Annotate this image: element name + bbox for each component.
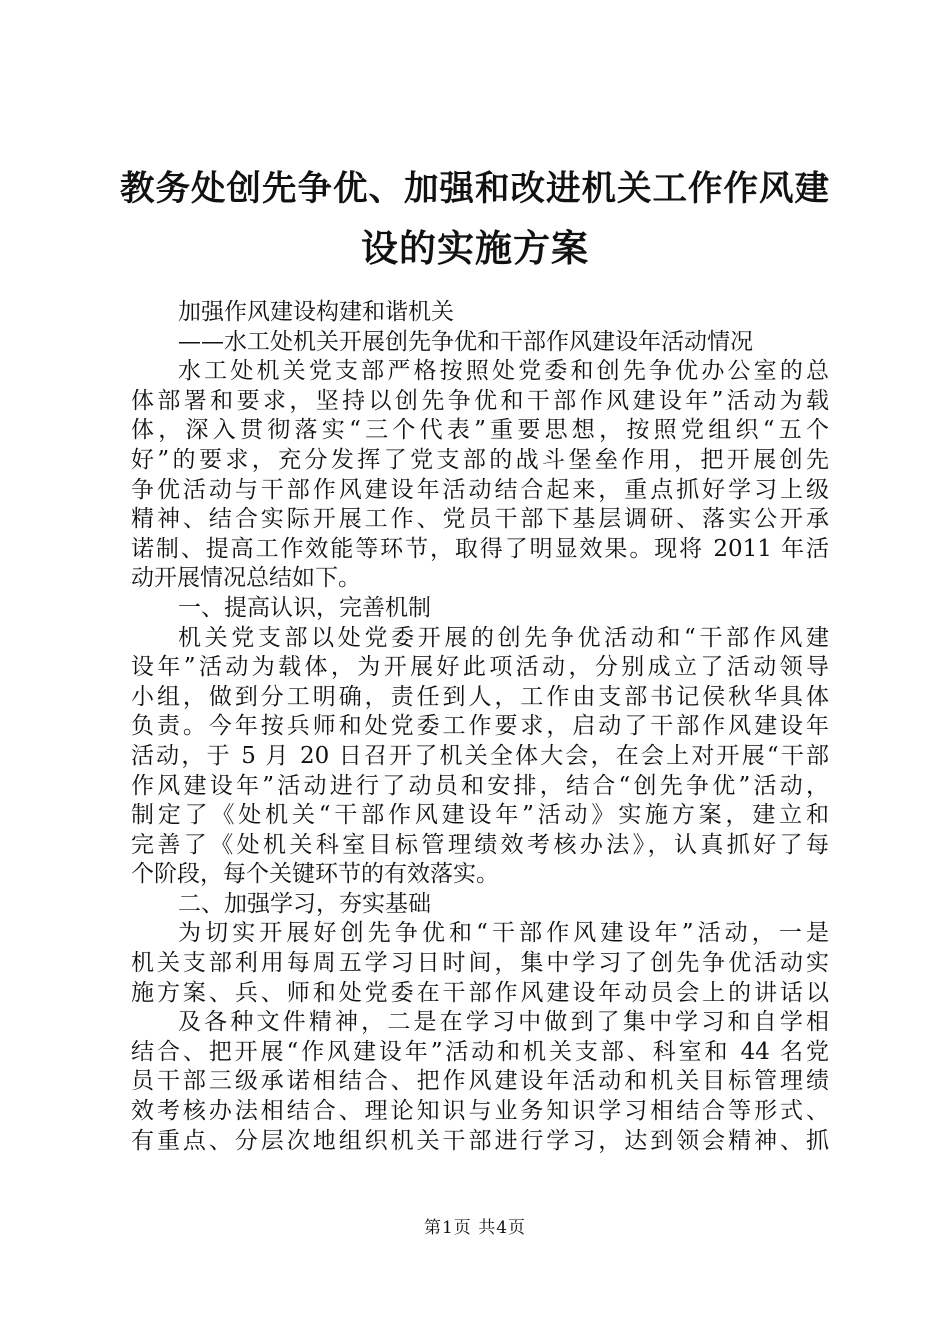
text-line: 作风建设年”活动进行了动员和安排，结合“创先争优”活动，: [131, 772, 829, 799]
text-line: 机关党支部以处党委开展的创先争优活动和“干部作风建: [178, 624, 829, 651]
text-line: 二、加强学习，夯实基础: [178, 890, 431, 917]
text-line: 水工处机关党支部严格按照处党委和创先争优办公室的总: [178, 358, 829, 385]
text-line: 好”的要求，充分发挥了党支部的战斗堡垒作用，把开展创先: [131, 446, 829, 473]
text-line: 员干部三级承诺相结合、把作风建设年活动和机关目标管理绩: [131, 1068, 829, 1095]
text-line: 活动，于 5 月 20 日召开了机关全体大会，在会上对开展“干部: [131, 742, 829, 769]
text-line: 小组，做到分工明确，责任到人，工作由支部书记侯秋华具体: [131, 683, 829, 710]
text-line: ——水工处机关开展创先争优和干部作风建设年活动情况: [178, 328, 753, 355]
text-line: 结合、把开展“作风建设年”活动和机关支部、科室和 44 名党: [131, 1038, 829, 1065]
document-title-line-1: 教务处创先争优、加强和改进机关工作作风建: [120, 169, 830, 209]
text-line: 为切实开展好创先争优和“干部作风建设年”活动，一是: [178, 920, 829, 947]
document-body: [131, 298, 829, 1156]
text-line: 制定了《处机关“干部作风建设年”活动》实施方案，建立和: [131, 802, 829, 829]
text-line: 一、提高认识，完善机制: [178, 594, 431, 621]
page-footer: 第1页 共4页: [423, 1218, 527, 1238]
text-line: 设年”活动为载体，为开展好此项活动，分别成立了活动领导: [131, 654, 829, 681]
text-line: 有重点、分层次地组织机关干部进行学习，达到领会精神、抓: [131, 1127, 829, 1154]
text-line: 负责。今年按兵师和处党委工作要求，启动了干部作风建设年: [131, 713, 829, 740]
text-line: 施方案、兵、师和处党委在干部作风建设年动员会上的讲话以: [131, 979, 829, 1006]
text-line: 加强作风建设构建和谐机关: [178, 299, 454, 325]
text-line: 及各种文件精神，二是在学习中做到了集中学习和自学相: [178, 1009, 829, 1036]
text-line: 争优活动与干部作风建设年活动结合起来，重点抓好学习上级: [131, 476, 829, 503]
text-line: 机关支部利用每周五学习日时间，集中学习了创先争优活动实: [131, 950, 829, 977]
text-line: 体部署和要求，坚持以创先争优和干部作风建设年”活动为载: [131, 387, 829, 414]
text-line: 个阶段，每个关键环节的有效落实。: [131, 861, 499, 888]
document-title-line-2: 设的实施方案: [361, 226, 589, 270]
text-line: 动开展情况总结如下。: [131, 565, 361, 592]
text-line: 诺制、提高工作效能等环节，取得了明显效果。现将 2011 年活: [131, 535, 829, 562]
text-line: 完善了《处机关科室目标管理绩效考核办法》，认真抓好了每: [131, 831, 829, 858]
text-line: 效考核办法相结合、理论知识与业务知识学习相结合等形式、: [131, 1098, 829, 1125]
text-line: 精神、结合实际开展工作、党员干部下基层调研、落实公开承: [131, 506, 829, 533]
text-line: 体，深入贯彻落实“三个代表”重要思想，按照党组织“五个: [131, 417, 829, 444]
